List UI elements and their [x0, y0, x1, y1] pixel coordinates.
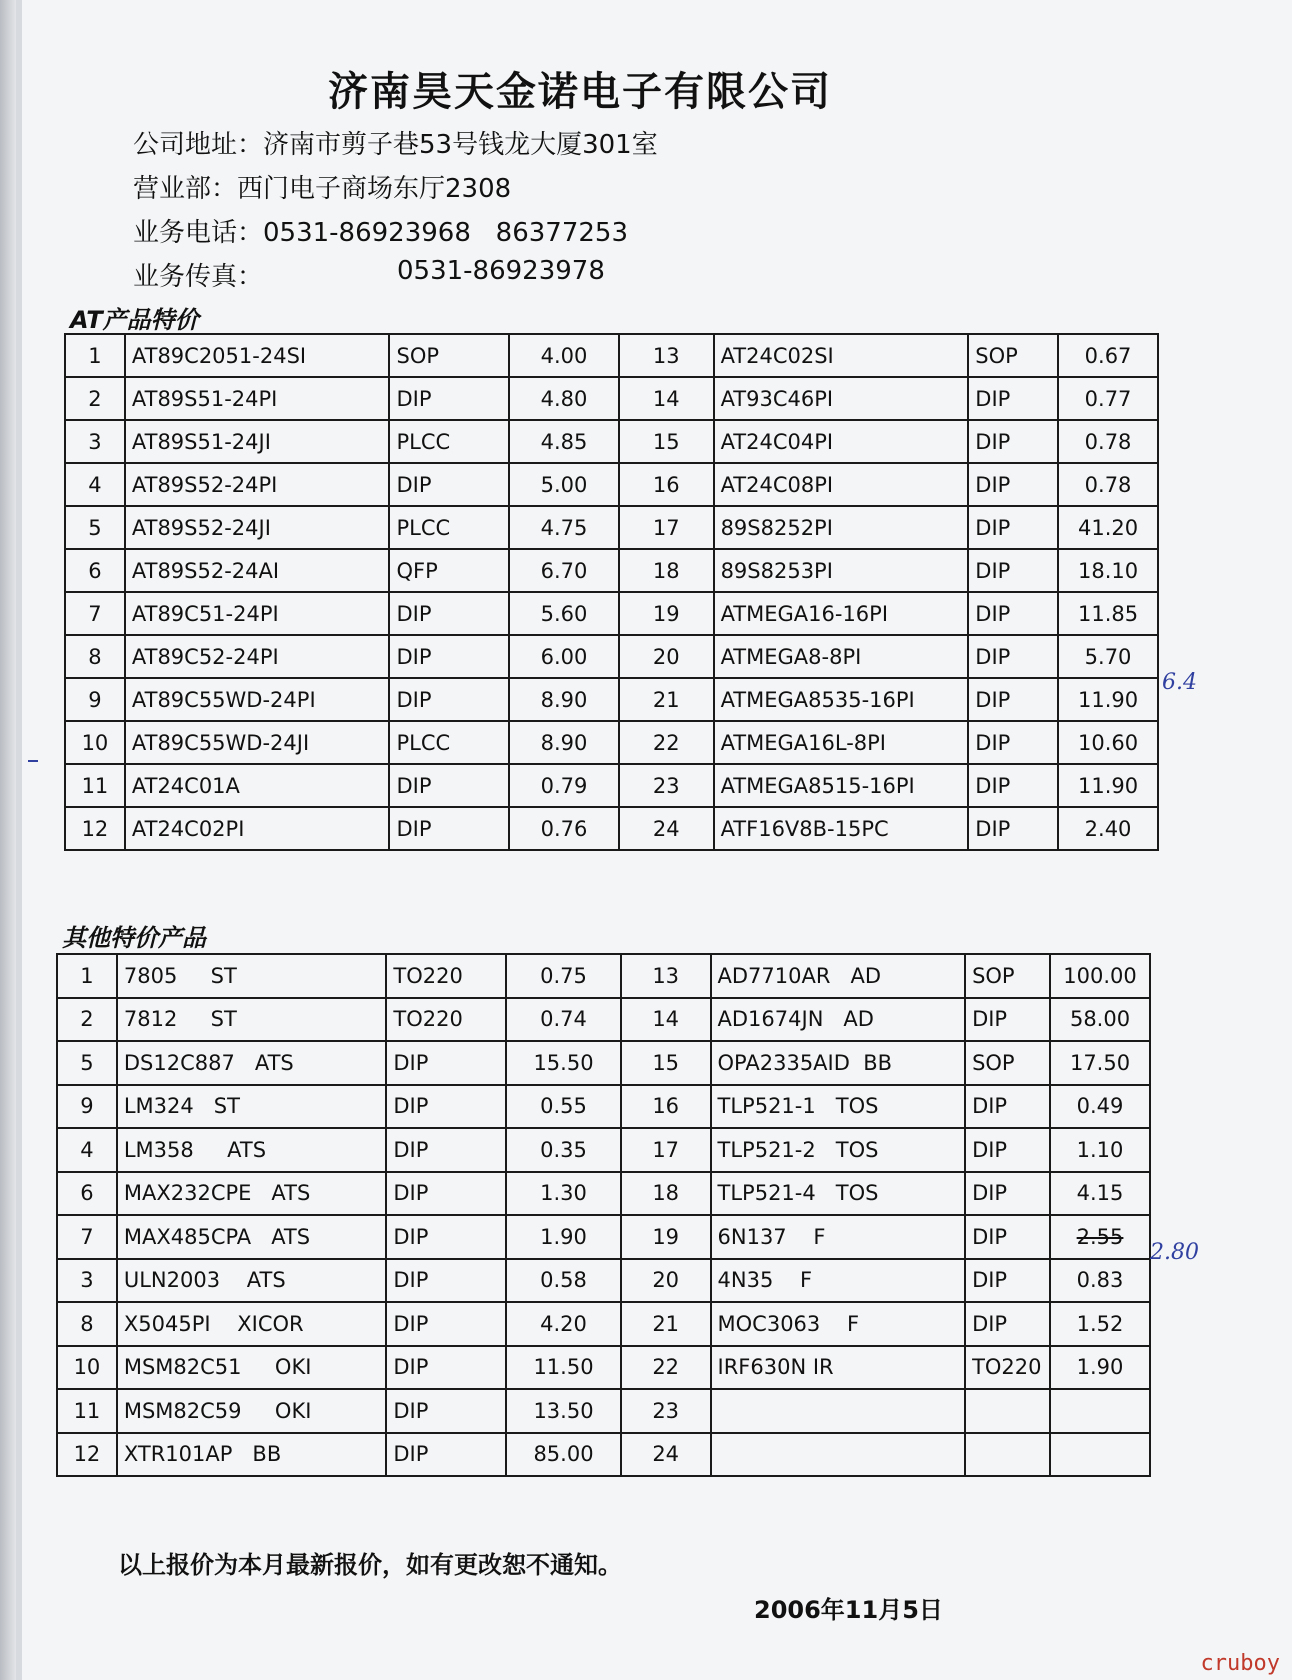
- left-index-cell: 10: [57, 1346, 117, 1390]
- left-package-cell: DIP: [386, 1128, 506, 1172]
- right-part-cell: ATMEGA8535-16PI: [714, 678, 969, 721]
- left-index-cell: 2: [57, 998, 117, 1042]
- right-price-cell: 10.60: [1058, 721, 1158, 764]
- right-index-cell: 20: [621, 1259, 711, 1303]
- table-row: [65, 635, 1158, 678]
- left-part-cell: AT89C55WD-24PI: [125, 678, 390, 721]
- left-package-cell: DIP: [389, 635, 509, 678]
- other-section-title: 其他特价产品: [62, 924, 206, 952]
- table-row: [57, 1389, 1150, 1433]
- right-part-cell: ATMEGA16-16PI: [714, 592, 969, 635]
- right-package-cell: SOP: [968, 334, 1058, 377]
- handwritten-note-at: 6.4: [1162, 670, 1197, 695]
- left-package-cell: DIP: [386, 1389, 506, 1433]
- left-part-cell: XTR101AP BB: [117, 1433, 387, 1477]
- right-index-cell: 23: [621, 1389, 711, 1433]
- right-index-cell: 21: [619, 678, 714, 721]
- table-row: [65, 678, 1158, 721]
- left-package-cell: DIP: [386, 1259, 506, 1303]
- fax-label: 业务传真：: [133, 262, 264, 292]
- left-index-cell: 6: [57, 1172, 117, 1216]
- right-index-cell: 17: [621, 1128, 711, 1172]
- right-index-cell: 23: [619, 764, 714, 807]
- right-package-cell: DIP: [968, 721, 1058, 764]
- left-index-cell: 9: [65, 678, 125, 721]
- left-price-cell: 13.50: [506, 1389, 621, 1433]
- table-row: [57, 1433, 1150, 1477]
- left-price-cell: 4.75: [509, 506, 619, 549]
- right-package-cell: DIP: [965, 998, 1050, 1042]
- table-row: [57, 1041, 1150, 1085]
- table-row: [57, 1302, 1150, 1346]
- right-index-cell: 24: [621, 1433, 711, 1477]
- left-index-cell: 5: [65, 506, 125, 549]
- right-price-cell: 11.85: [1058, 592, 1158, 635]
- right-package-cell: DIP: [965, 1172, 1050, 1216]
- left-package-cell: DIP: [386, 1085, 506, 1129]
- table-row: [57, 1215, 1150, 1259]
- left-index-cell: 4: [57, 1128, 117, 1172]
- right-index-cell: 22: [619, 721, 714, 764]
- left-package-cell: DIP: [389, 377, 509, 420]
- right-index-cell: 17: [619, 506, 714, 549]
- left-package-cell: DIP: [386, 1433, 506, 1477]
- right-package-cell: DIP: [968, 678, 1058, 721]
- left-price-cell: 1.90: [506, 1215, 621, 1259]
- right-package-cell: DIP: [965, 1302, 1050, 1346]
- right-package-cell: DIP: [968, 807, 1058, 850]
- right-part-cell: 89S8253PI: [714, 549, 969, 592]
- right-package-cell: DIP: [968, 377, 1058, 420]
- right-price-cell: 2.55: [1050, 1215, 1150, 1259]
- company-address: 公司地址：济南市剪子巷53号钱龙大厦301室: [133, 130, 658, 160]
- right-package-cell: DIP: [965, 1128, 1050, 1172]
- watermark: cruboy: [1200, 1651, 1280, 1676]
- left-price-cell: 8.90: [509, 721, 619, 764]
- right-price-cell: 0.83: [1050, 1259, 1150, 1303]
- right-part-cell: OPA2335AID BB: [711, 1041, 966, 1085]
- fax-number: 0531-86923978: [397, 256, 605, 286]
- right-index-cell: 15: [619, 420, 714, 463]
- right-price-cell: 0.77: [1058, 377, 1158, 420]
- left-index-cell: 3: [65, 420, 125, 463]
- left-package-cell: DIP: [386, 1172, 506, 1216]
- right-package-cell: DIP: [965, 1259, 1050, 1303]
- right-index-cell: 14: [619, 377, 714, 420]
- left-part-cell: 7805 ST: [117, 954, 387, 998]
- left-index-cell: 7: [57, 1215, 117, 1259]
- left-part-cell: AT89S52-24PI: [125, 463, 390, 506]
- left-price-cell: 5.60: [509, 592, 619, 635]
- left-index-cell: 7: [65, 592, 125, 635]
- right-index-cell: 24: [619, 807, 714, 850]
- right-index-cell: 19: [619, 592, 714, 635]
- right-index-cell: 19: [621, 1215, 711, 1259]
- left-part-cell: AT24C02PI: [125, 807, 390, 850]
- document-date: 2006年11月5日: [754, 1596, 943, 1624]
- right-price-cell: [1050, 1433, 1150, 1477]
- right-part-cell: IRF630N IR: [711, 1346, 966, 1390]
- table-row: [65, 506, 1158, 549]
- right-index-cell: 18: [619, 549, 714, 592]
- table-row: [57, 1128, 1150, 1172]
- left-part-cell: MSM82C51 OKI: [117, 1346, 387, 1390]
- right-index-cell: 16: [621, 1085, 711, 1129]
- left-package-cell: PLCC: [389, 420, 509, 463]
- handwritten-note-other: 2.80: [1150, 1240, 1199, 1265]
- left-package-cell: DIP: [386, 1215, 506, 1259]
- table-row: [57, 1172, 1150, 1216]
- right-part-cell: AT24C08PI: [714, 463, 969, 506]
- left-index-cell: 11: [65, 764, 125, 807]
- right-part-cell: TLP521-4 TOS: [711, 1172, 966, 1216]
- left-part-cell: AT89S51-24PI: [125, 377, 390, 420]
- left-package-cell: QFP: [389, 549, 509, 592]
- right-price-cell: 41.20: [1058, 506, 1158, 549]
- left-index-cell: 9: [57, 1085, 117, 1129]
- right-part-cell: AD1674JN AD: [711, 998, 966, 1042]
- right-price-cell: 5.70: [1058, 635, 1158, 678]
- right-price-cell: 100.00: [1050, 954, 1150, 998]
- right-part-cell: [711, 1433, 966, 1477]
- left-part-cell: MAX232CPE ATS: [117, 1172, 387, 1216]
- right-package-cell: DIP: [968, 463, 1058, 506]
- left-price-cell: 1.30: [506, 1172, 621, 1216]
- left-part-cell: X5045PI XICOR: [117, 1302, 387, 1346]
- left-part-cell: MSM82C59 OKI: [117, 1389, 387, 1433]
- right-index-cell: 16: [619, 463, 714, 506]
- right-part-cell: TLP521-2 TOS: [711, 1128, 966, 1172]
- left-price-cell: 0.74: [506, 998, 621, 1042]
- right-price-cell: 4.15: [1050, 1172, 1150, 1216]
- at-section-title: AT产品特价: [70, 306, 199, 334]
- left-package-cell: DIP: [389, 764, 509, 807]
- table-row: [57, 1346, 1150, 1390]
- left-package-cell: DIP: [386, 1302, 506, 1346]
- left-part-cell: AT89S51-24JI: [125, 420, 390, 463]
- left-package-cell: DIP: [386, 1346, 506, 1390]
- left-part-cell: AT89C2051-24SI: [125, 334, 390, 377]
- right-price-cell: 11.90: [1058, 678, 1158, 721]
- left-index-cell: 2: [65, 377, 125, 420]
- at-price-table: [64, 333, 1159, 851]
- left-price-cell: 5.00: [509, 463, 619, 506]
- left-package-cell: PLCC: [389, 506, 509, 549]
- left-price-cell: 0.79: [509, 764, 619, 807]
- right-price-cell: 58.00: [1050, 998, 1150, 1042]
- table-row: [65, 463, 1158, 506]
- right-price-cell: [1050, 1389, 1150, 1433]
- left-package-cell: DIP: [386, 1041, 506, 1085]
- pen-mark: [28, 760, 38, 762]
- right-price-cell: 18.10: [1058, 549, 1158, 592]
- right-index-cell: 21: [621, 1302, 711, 1346]
- table-row: [65, 764, 1158, 807]
- right-price-cell: 2.40: [1058, 807, 1158, 850]
- left-part-cell: AT89C55WD-24JI: [125, 721, 390, 764]
- company-title: 济南昊天金诺电子有限公司: [328, 69, 832, 115]
- left-part-cell: DS12C887 ATS: [117, 1041, 387, 1085]
- left-price-cell: 0.75: [506, 954, 621, 998]
- left-price-cell: 4.80: [509, 377, 619, 420]
- table-row: [65, 420, 1158, 463]
- left-index-cell: 12: [57, 1433, 117, 1477]
- right-package-cell: DIP: [968, 420, 1058, 463]
- left-price-cell: 8.90: [509, 678, 619, 721]
- left-index-cell: 4: [65, 463, 125, 506]
- right-package-cell: SOP: [965, 1041, 1050, 1085]
- right-price-cell: 1.52: [1050, 1302, 1150, 1346]
- right-part-cell: ATMEGA8-8PI: [714, 635, 969, 678]
- left-package-cell: DIP: [389, 463, 509, 506]
- right-part-cell: AT93C46PI: [714, 377, 969, 420]
- right-part-cell: AD7710AR AD: [711, 954, 966, 998]
- left-part-cell: 7812 ST: [117, 998, 387, 1042]
- sales-department: 营业部：西门电子商场东厅2308: [133, 174, 512, 204]
- left-index-cell: 6: [65, 549, 125, 592]
- left-price-cell: 4.20: [506, 1302, 621, 1346]
- right-part-cell: ATMEGA8515-16PI: [714, 764, 969, 807]
- right-part-cell: ATMEGA16L-8PI: [714, 721, 969, 764]
- table-row: [57, 1085, 1150, 1129]
- left-index-cell: 10: [65, 721, 125, 764]
- table-row: [57, 998, 1150, 1042]
- right-package-cell: DIP: [968, 764, 1058, 807]
- left-index-cell: 1: [57, 954, 117, 998]
- right-part-cell: [711, 1389, 966, 1433]
- right-part-cell: AT24C02SI: [714, 334, 969, 377]
- left-part-cell: AT89C52-24PI: [125, 635, 390, 678]
- table-row: [65, 334, 1158, 377]
- right-index-cell: 13: [619, 334, 714, 377]
- right-price-cell: 0.67: [1058, 334, 1158, 377]
- left-index-cell: 12: [65, 807, 125, 850]
- right-price-cell: 1.10: [1050, 1128, 1150, 1172]
- left-package-cell: TO220: [386, 954, 506, 998]
- right-part-cell: AT24C04PI: [714, 420, 969, 463]
- right-index-cell: 13: [621, 954, 711, 998]
- left-price-cell: 0.55: [506, 1085, 621, 1129]
- left-package-cell: PLCC: [389, 721, 509, 764]
- table-row: [65, 549, 1158, 592]
- left-index-cell: 8: [57, 1302, 117, 1346]
- price-notice: 以上报价为本月最新报价，如有更改恕不通知。: [118, 1551, 622, 1579]
- left-part-cell: AT89S52-24AI: [125, 549, 390, 592]
- left-package-cell: TO220: [386, 998, 506, 1042]
- right-package-cell: DIP: [968, 635, 1058, 678]
- right-index-cell: 20: [619, 635, 714, 678]
- right-part-cell: ATF16V8B-15PC: [714, 807, 969, 850]
- right-index-cell: 14: [621, 998, 711, 1042]
- left-index-cell: 11: [57, 1389, 117, 1433]
- table-row: [57, 954, 1150, 998]
- right-package-cell: DIP: [965, 1085, 1050, 1129]
- left-price-cell: 6.00: [509, 635, 619, 678]
- right-package-cell: TO220: [965, 1346, 1050, 1390]
- right-part-cell: 6N137 F: [711, 1215, 966, 1259]
- left-package-cell: DIP: [389, 807, 509, 850]
- left-price-cell: 0.35: [506, 1128, 621, 1172]
- table-row: [65, 377, 1158, 420]
- left-part-cell: AT89C51-24PI: [125, 592, 390, 635]
- left-price-cell: 0.76: [509, 807, 619, 850]
- right-part-cell: TLP521-1 TOS: [711, 1085, 966, 1129]
- right-price-cell: 0.78: [1058, 463, 1158, 506]
- right-part-cell: MOC3063 F: [711, 1302, 966, 1346]
- left-part-cell: AT89S52-24JI: [125, 506, 390, 549]
- left-part-cell: ULN2003 ATS: [117, 1259, 387, 1303]
- right-package-cell: SOP: [965, 954, 1050, 998]
- scan-edge-inner: [16, 0, 22, 1680]
- table-row: [65, 592, 1158, 635]
- right-price-cell: 1.90: [1050, 1346, 1150, 1390]
- left-part-cell: AT24C01A: [125, 764, 390, 807]
- left-price-cell: 4.85: [509, 420, 619, 463]
- right-price-cell: 17.50: [1050, 1041, 1150, 1085]
- left-price-cell: 4.00: [509, 334, 619, 377]
- scan-edge: [0, 0, 16, 1680]
- right-package-cell: DIP: [968, 592, 1058, 635]
- left-part-cell: LM358 ATS: [117, 1128, 387, 1172]
- right-part-cell: 89S8252PI: [714, 506, 969, 549]
- left-price-cell: 85.00: [506, 1433, 621, 1477]
- left-price-cell: 11.50: [506, 1346, 621, 1390]
- right-price-cell: 11.90: [1058, 764, 1158, 807]
- left-index-cell: 1: [65, 334, 125, 377]
- table-row: [65, 721, 1158, 764]
- left-index-cell: 8: [65, 635, 125, 678]
- left-index-cell: 5: [57, 1041, 117, 1085]
- left-index-cell: 3: [57, 1259, 117, 1303]
- right-index-cell: 15: [621, 1041, 711, 1085]
- left-price-cell: 15.50: [506, 1041, 621, 1085]
- left-part-cell: MAX485CPA ATS: [117, 1215, 387, 1259]
- business-phone: 业务电话：0531-86923968 86377253: [133, 218, 629, 248]
- right-price-cell: 0.78: [1058, 420, 1158, 463]
- right-price-cell: 0.49: [1050, 1085, 1150, 1129]
- right-index-cell: 22: [621, 1346, 711, 1390]
- other-price-table: [56, 953, 1151, 1477]
- right-package-cell: DIP: [968, 506, 1058, 549]
- right-part-cell: 4N35 F: [711, 1259, 966, 1303]
- right-package-cell: [965, 1389, 1050, 1433]
- left-part-cell: LM324 ST: [117, 1085, 387, 1129]
- right-index-cell: 18: [621, 1172, 711, 1216]
- table-row: [65, 807, 1158, 850]
- table-row: [57, 1259, 1150, 1303]
- left-price-cell: 0.58: [506, 1259, 621, 1303]
- left-package-cell: DIP: [389, 592, 509, 635]
- left-package-cell: SOP: [389, 334, 509, 377]
- right-package-cell: DIP: [965, 1215, 1050, 1259]
- left-package-cell: DIP: [389, 678, 509, 721]
- right-package-cell: [965, 1433, 1050, 1477]
- right-package-cell: DIP: [968, 549, 1058, 592]
- left-price-cell: 6.70: [509, 549, 619, 592]
